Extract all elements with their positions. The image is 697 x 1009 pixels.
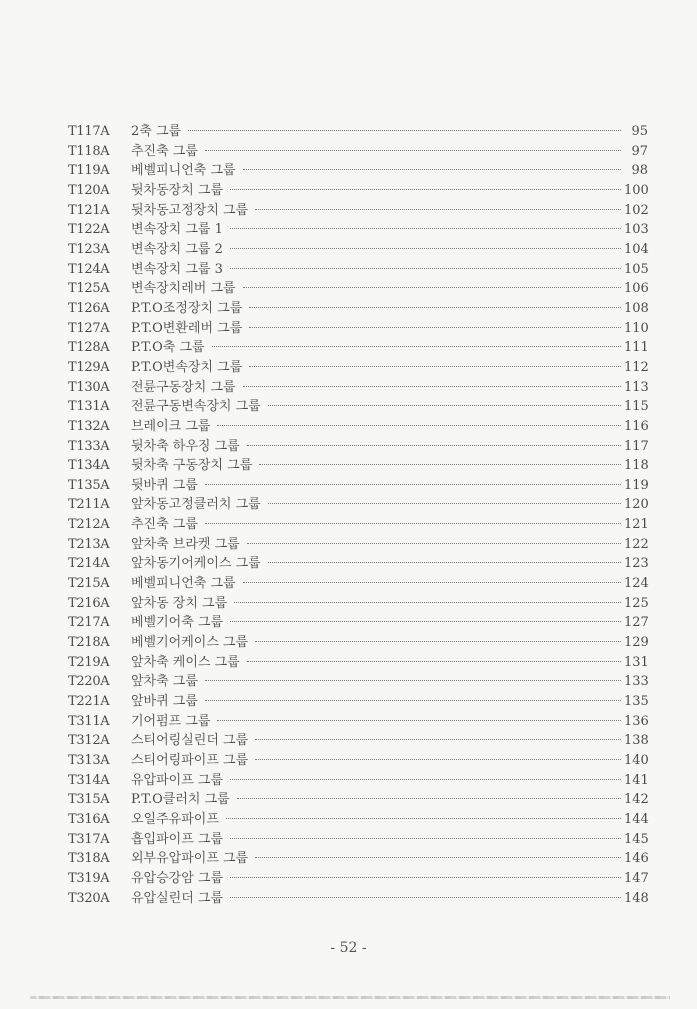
toc-entry-page: 122 (624, 536, 649, 552)
toc-entry-code: T319A (68, 870, 110, 886)
toc-entry-page: 135 (624, 694, 649, 710)
toc-entry-title: 앞차축 브라켓 그룹 (131, 536, 240, 552)
toc-entry-title: 앞차축 그룹 (131, 674, 198, 690)
toc-entry (68, 889, 648, 909)
toc-entry (68, 712, 648, 732)
toc-entry (68, 181, 648, 201)
dot-leader (230, 228, 621, 229)
toc-entry-title: 변속장치 그룹 2 (131, 241, 223, 257)
toc-entry-page: 117 (624, 438, 649, 454)
toc-entry-code: T315A (68, 792, 110, 808)
dot-leader (255, 857, 621, 858)
toc-entry-code: T119A (68, 163, 110, 179)
toc-entry-page: 124 (624, 576, 649, 592)
toc-entry-page: 144 (624, 811, 649, 827)
toc-entry-code: T313A (68, 753, 110, 768)
toc-entry-page: 148 (624, 890, 649, 906)
toc-entry (68, 849, 648, 869)
dot-leader (230, 897, 621, 898)
toc-entry (68, 731, 648, 751)
toc-entry-code: T122A (68, 222, 110, 238)
toc-entry (68, 633, 648, 653)
toc-entry-title: 뒷차축 하우징 그룹 (131, 438, 240, 454)
dot-leader (226, 818, 621, 819)
toc-entry (68, 142, 648, 162)
toc-entry-title: 변속장치 그룹 3 (131, 261, 223, 277)
toc-entry-page: 138 (624, 733, 649, 749)
toc-entry-title: 전륜구동변속장치 그룹 (131, 399, 261, 415)
dot-leader (259, 464, 621, 465)
dot-leader (217, 425, 621, 426)
toc-entry (68, 319, 648, 339)
toc-entry-title: 유압파이프 그룹 (131, 772, 224, 788)
toc-entry-code: T215A (68, 576, 110, 592)
toc-entry-code: T314A (68, 772, 110, 788)
toc-entry-page: 102 (624, 202, 649, 218)
toc-entry-page: 121 (624, 517, 649, 533)
toc-entry-page: 97 (631, 143, 648, 159)
dot-leader (255, 641, 621, 642)
dot-leader (255, 209, 621, 210)
toc-entry-code: T213A (68, 536, 110, 552)
toc-entry-code: T129A (68, 359, 110, 375)
toc-entry-page: 108 (624, 300, 649, 316)
toc-entry (68, 554, 648, 574)
dot-leader (268, 503, 621, 504)
toc-entry (68, 338, 648, 358)
toc-entry-title: P.T.O축 그룹 (131, 340, 205, 356)
toc-entry-title: 2축 그룹 (131, 124, 182, 139)
toc-entry-title: P.T.O클러치 그룹 (131, 792, 230, 808)
toc-entry-title: 베벨기어축 그룹 (131, 615, 224, 631)
toc-entry (68, 260, 648, 280)
dot-leader (230, 189, 621, 190)
toc-entry-title: 뒷바퀴 그룹 (131, 477, 198, 493)
dot-leader (249, 307, 621, 308)
toc-entry (68, 869, 648, 889)
toc-entry-code: T221A (68, 694, 110, 710)
toc-entry-title: 기어펌프 그룹 (131, 713, 211, 729)
dot-leader (237, 798, 621, 799)
toc-entry-code: T316A (68, 811, 110, 827)
toc-entry-page: 98 (631, 163, 648, 179)
toc-entry-page: 133 (624, 674, 649, 690)
toc-entry (68, 279, 648, 299)
dot-leader (249, 327, 621, 328)
toc-entry-page: 110 (624, 320, 649, 336)
dot-leader (217, 720, 621, 721)
scan-edge-artifact (30, 996, 670, 999)
toc-entry (68, 378, 648, 398)
toc-entry-title: 베벨피니언축 그룹 (131, 163, 236, 179)
toc-entry-page: 116 (624, 418, 649, 434)
toc-entry-code: T312A (68, 733, 110, 749)
dot-leader (230, 838, 621, 839)
toc-entry-code: T318A (68, 851, 110, 867)
toc-entry-title: 브레이크 그룹 (131, 418, 211, 434)
toc-entry-code: T123A (68, 241, 110, 257)
dot-leader (205, 680, 621, 681)
toc-entry (68, 771, 648, 791)
toc-entry-code: T126A (68, 300, 110, 316)
dot-leader (205, 523, 621, 524)
toc-entry-page: 140 (624, 753, 649, 768)
toc-entry (68, 201, 648, 221)
toc-entry-page: 141 (624, 772, 649, 788)
toc-entry-title: 변속장치레버 그룹 (131, 281, 236, 297)
dot-leader (234, 602, 621, 603)
toc-entry-page: 118 (624, 458, 649, 474)
toc-entry (68, 220, 648, 240)
toc-entry-title: 유압실린더 그룹 (131, 890, 224, 906)
toc-entry-code: T124A (68, 261, 110, 277)
dot-leader (230, 268, 621, 269)
dot-leader (212, 346, 621, 347)
toc-entry-page: 142 (624, 792, 649, 808)
toc-entry-title: 뒷차축 구동장치 그룹 (131, 458, 253, 474)
toc-entry-title: 앞차축 케이스 그룹 (131, 654, 240, 670)
toc-entry-code: T134A (68, 458, 110, 474)
page-number: - 52 - (330, 940, 367, 956)
toc-entry-title: 흡입파이프 그룹 (131, 831, 224, 847)
toc-entry-page: 147 (624, 870, 649, 886)
toc-entry-code: T317A (68, 831, 110, 847)
toc-entry-page: 125 (624, 595, 649, 611)
toc-entry (68, 358, 648, 378)
toc-entry-title: 오일주유파이프 (131, 811, 219, 827)
toc-entry (68, 161, 648, 181)
toc-entry-code: T135A (68, 477, 110, 493)
table-of-contents (68, 122, 648, 908)
toc-entry (68, 456, 648, 476)
toc-entry (68, 692, 648, 712)
dot-leader (205, 700, 621, 701)
dot-leader (205, 484, 621, 485)
toc-entry (68, 476, 648, 496)
toc-entry-title: 스티어링파이프 그룹 (131, 753, 249, 768)
toc-entry (68, 495, 648, 515)
toc-entry (68, 397, 648, 417)
toc-entry-code: T117A (68, 124, 110, 139)
toc-entry-page: 105 (624, 261, 649, 277)
toc-entry (68, 672, 648, 692)
toc-entry-page: 112 (624, 359, 649, 375)
dot-leader (205, 150, 621, 151)
dot-leader (243, 169, 621, 170)
toc-entry-page: 113 (624, 379, 649, 395)
toc-entry (68, 613, 648, 633)
dot-leader (188, 130, 621, 131)
dot-leader (230, 621, 621, 622)
toc-entry-code: T214A (68, 556, 110, 572)
toc-entry-page: 115 (624, 399, 649, 415)
toc-entry-page: 131 (624, 654, 649, 670)
dot-leader (249, 366, 621, 367)
dot-leader (247, 445, 621, 446)
toc-entry-title: 베벨기어케이스 그룹 (131, 635, 249, 651)
toc-entry-title: 뒷차동장치 그룹 (131, 182, 224, 198)
toc-entry (68, 437, 648, 457)
toc-entry-title: 전륜구동장치 그룹 (131, 379, 236, 395)
toc-entry-code: T131A (68, 399, 110, 415)
toc-entry (68, 594, 648, 614)
dot-leader (243, 582, 621, 583)
toc-entry-code: T311A (68, 713, 110, 729)
toc-entry-title: 앞바퀴 그룹 (131, 694, 198, 710)
toc-entry (68, 515, 648, 535)
toc-entry-title: 앞차동 장치 그룹 (131, 595, 228, 611)
dot-leader (268, 405, 621, 406)
toc-entry (68, 417, 648, 437)
dot-leader (255, 759, 621, 760)
toc-entry-code: T125A (68, 281, 110, 297)
dot-leader (243, 287, 621, 288)
toc-entry-page: 103 (624, 222, 649, 238)
toc-entry (68, 122, 648, 142)
toc-entry-code: T128A (68, 340, 110, 356)
toc-entry-code: T220A (68, 674, 110, 690)
toc-entry (68, 574, 648, 594)
toc-entry-page: 129 (624, 635, 649, 651)
toc-entry-code: T118A (68, 143, 110, 159)
toc-entry-title: 앞차동고정클러치 그룹 (131, 497, 261, 513)
dot-leader (268, 562, 621, 563)
toc-entry-title: 스티어링실린더 그룹 (131, 733, 249, 749)
toc-entry (68, 790, 648, 810)
toc-entry-title: P.T.O조정장치 그룹 (131, 300, 243, 316)
toc-entry-page: 136 (624, 713, 649, 729)
toc-entry-code: T217A (68, 615, 110, 631)
toc-entry-code: T218A (68, 635, 110, 651)
dot-leader (255, 739, 621, 740)
toc-entry-code: T127A (68, 320, 110, 336)
toc-entry-page: 123 (624, 556, 649, 572)
toc-entry-page: 111 (624, 340, 649, 356)
toc-entry-title: 유압승강암 그룹 (131, 870, 224, 886)
toc-entry-code: T320A (68, 890, 110, 906)
toc-entry-title: 변속장치 그룹 1 (131, 222, 223, 238)
toc-entry (68, 810, 648, 830)
toc-entry (68, 830, 648, 850)
toc-entry (68, 751, 648, 771)
toc-entry-page: 120 (624, 497, 649, 513)
toc-entry-page: 145 (624, 831, 649, 847)
dot-leader (230, 779, 621, 780)
toc-entry-title: 외부유압파이프 그룹 (131, 851, 249, 867)
toc-entry-code: T212A (68, 517, 110, 533)
toc-entry-page: 119 (624, 477, 649, 493)
toc-entry-page: 104 (624, 241, 649, 257)
toc-entry-title: P.T.O변환레버 그룹 (131, 320, 243, 336)
toc-entry-code: T211A (68, 497, 110, 513)
dot-leader (230, 877, 621, 878)
toc-entry-page: 106 (624, 281, 649, 297)
toc-entry-code: T216A (68, 595, 110, 611)
toc-entry-page: 127 (624, 615, 649, 631)
toc-entry-page: 100 (624, 182, 649, 198)
toc-entry-title: P.T.O변속장치 그룹 (131, 359, 243, 375)
toc-entry-page: 146 (624, 851, 649, 867)
dot-leader (247, 661, 621, 662)
toc-entry-code: T132A (68, 418, 110, 434)
toc-entry-title: 베벨피니언축 그룹 (131, 576, 236, 592)
toc-entry-title: 추진축 그룹 (131, 517, 198, 533)
toc-entry-title: 뒷차동고정장치 그룹 (131, 202, 249, 218)
toc-entry-code: T121A (68, 202, 110, 218)
dot-leader (230, 248, 621, 249)
toc-entry (68, 299, 648, 319)
toc-entry-title: 앞차동기어케이스 그룹 (131, 556, 261, 572)
dot-leader (243, 386, 621, 387)
toc-entry (68, 240, 648, 260)
toc-entry-code: T130A (68, 379, 110, 395)
toc-entry-title: 추진축 그룹 (131, 143, 198, 159)
toc-entry (68, 653, 648, 673)
toc-entry-code: T133A (68, 438, 110, 454)
toc-entry-code: T120A (68, 182, 110, 198)
dot-leader (247, 543, 621, 544)
toc-entry (68, 535, 648, 555)
toc-entry-page: 95 (631, 124, 648, 139)
toc-entry-code: T219A (68, 654, 110, 670)
